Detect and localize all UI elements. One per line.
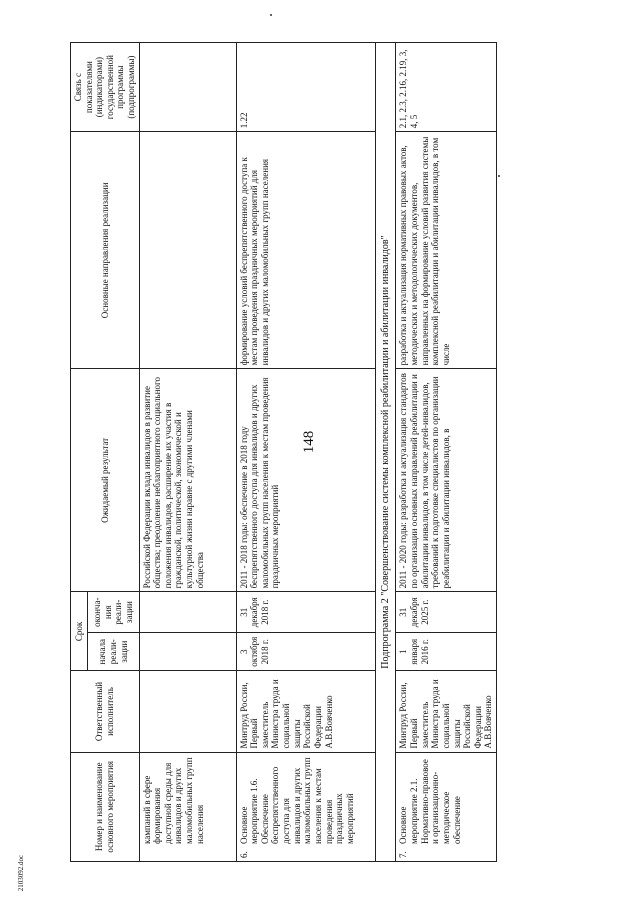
table-row (236, 43, 375, 862)
end-cell: 31 декабря 2018 г. (236, 592, 375, 633)
table-row-continuation (139, 43, 236, 862)
activity-cell: кампаний в сфере формирования доступной среды для инвалидов и других маломобильных групп населения (141, 757, 205, 844)
activity-cell: Основное мероприятие 1.6. Обеспечение беспрепятственного доступа для инвалидов и других маломобильных групп населения к местам проведения праздничных мероприятий (238, 757, 355, 844)
header-term: Срок (71, 592, 88, 671)
header-executor: Ответственный исполнитель (71, 671, 140, 752)
executor-cell (139, 671, 236, 752)
directions-cell: формирование условий беспрепятственного доступа к местам проведения праздничных мероприятий для инвалидов и других маломобильных групп населения (236, 132, 375, 369)
file-name: 2103092.doc (17, 854, 25, 892)
end-cell: 31 декабря 2025 г. (396, 592, 496, 633)
header-end: оконча-ния реали-зации (87, 592, 139, 633)
directions-cell: разработка и актуализация нормативных правовых актов, методических и методологических документов, направленных на формирование условий развития системы комплексной реабилитации и абилитации инвалидов, в том числе (396, 132, 496, 369)
rotated-table-page (70, 42, 494, 862)
result-cell: 2011 - 2020 годы: разработка и актуализация стандартов по организации основных направлений реабилитации и абилитации инвалидов, в том числе детей-инвалидов, требований к подготовке специалистов по организации реабилитации и абилитации инвалидов, в (396, 369, 496, 592)
link-cell: 2.1, 2.3, 2.16, 2.19, 3, 4, 5 (396, 43, 496, 132)
executor-cell: Минтруд России, Первый заместитель Министра труда и социальной защиты Российской Федерации А.В.Вовченко (396, 671, 496, 752)
executor-cell: Минтруд России, Первый заместитель Министра труда и социальной защиты Российской Федерации А.В.Вовченко (236, 671, 375, 752)
activity-cell: Основное мероприятие 2.1. Нормативно-правовое и организационно-методическое обеспечение (398, 759, 462, 844)
header-activity: Номер и наименование основного мероприятия (71, 752, 140, 861)
result-cell: Российской Федерации вклада инвалидов в развитие общества; преодоление неблагоприятного социального положения инвалидов, расширение их участия в гражданской, политической, экономической и культурной жизни наравне с другими членами общества (139, 369, 236, 592)
link-cell (139, 43, 236, 132)
scan-speck (270, 14, 272, 16)
page-number: 148 (301, 430, 317, 454)
header-directions: Основные направления реализации (71, 132, 140, 369)
end-cell (139, 592, 236, 633)
activities-table (70, 42, 497, 862)
header-link: Связь с показателями (индикаторами) государственной программы (подпрограммы) (71, 43, 140, 132)
start-cell (139, 632, 236, 671)
scan-speck (498, 175, 500, 177)
header-row (71, 43, 88, 862)
subprogram-row (375, 43, 396, 862)
header-start: начала реали-зации (87, 632, 139, 671)
directions-cell (139, 132, 236, 369)
start-cell: 1 января 2016 г. (396, 632, 496, 671)
row-number: 6. (238, 851, 249, 858)
row-number: 7. (398, 851, 409, 858)
result-cell: 2011 - 2018 годы: обеспечение в 2018 году беспрепятственного доступа для инвалидов и других маломобильных групп населения к местам проведения праздничных мероприятий (236, 369, 375, 592)
header-result: Ожидаемый результат (71, 369, 140, 592)
table-row (396, 43, 496, 862)
link-cell: 1.22 (236, 43, 375, 132)
subprogram-title: Подпрограмма 2 "Совершенствование системы комплексной реабилитации и абилитации инвалидов" (375, 43, 396, 862)
start-cell: 3 октября 2018 г. (236, 632, 375, 671)
